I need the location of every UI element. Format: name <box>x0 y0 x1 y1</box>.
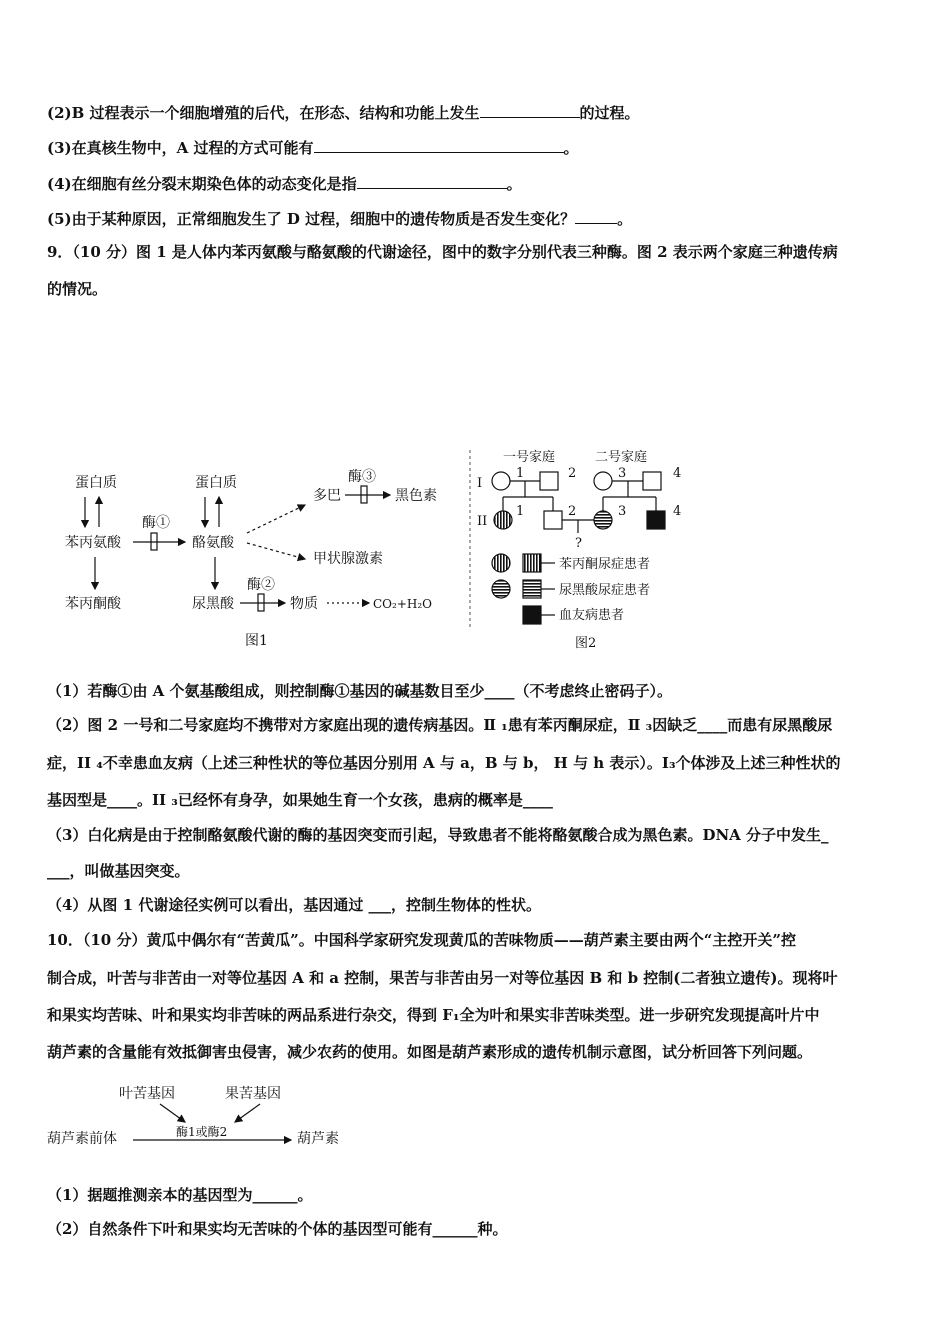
question-10-line-4: 葫芦素的含量能有效抵御害虫侵害，减少农药的使用。如图是葫芦素形成的遗传机制示意图，试分析回答下列问题。 <box>47 1043 813 1061</box>
answer-blank[interactable] <box>575 209 617 224</box>
enzyme-1-label: 酶① <box>142 515 170 531</box>
legend-pku: 苯丙酮尿症患者 <box>559 557 651 572</box>
tyrosine-label: 酪氨酸 <box>192 535 234 551</box>
answer-blank[interactable] <box>480 103 580 118</box>
question-9-sub-3a: （3）白化病是由于控制酪氨酸代谢的酶的基因突变而引起，导致患者不能将酪氨酸合成为黑色素。DNA 分子中发生_ <box>47 826 829 844</box>
leaf-bitter-gene-label: 叶苦基因 <box>119 1086 175 1102</box>
figure-cucurbitacin-mechanism <box>45 1080 375 1160</box>
individual-I2 <box>540 472 558 490</box>
question-8-part-5: (5)由于某种原因，正常细胞发生了 D 过程，细胞中的遗传物质是否发生变化？ 。 <box>47 210 633 228</box>
question-9-sub-2a: （2）图 2 一号和二号家庭均不携带对方家庭出现的遗传病基因。Ⅱ ₁患有苯丙酮尿症，Ⅱ ₃因缺乏____而患有尿黑酸尿 <box>47 716 833 734</box>
individual-number: 2 <box>568 466 577 481</box>
question-10-line-2: 制合成，叶苦与非苦由一对等位基因 A 和 a 控制，果苦与非苦由另一对等位基因 B 和 b 控制(二者独立遗传)。现将叶 <box>47 969 838 987</box>
figure-divider <box>468 450 472 630</box>
question-10-line-1: 10．（10 分）黄瓜中偶尔有“苦黄瓜”。中国科学家研究发现黄瓜的苦味物质——葫芦素主要由两个“主控开关”控 <box>47 931 796 949</box>
individual-II1 <box>494 511 512 529</box>
individual-I3 <box>594 472 612 490</box>
answer-blank[interactable] <box>357 174 507 189</box>
thyroxine-label: 甲状腺激素 <box>313 551 383 567</box>
individual-number: 4 <box>673 466 682 481</box>
question-9-sub-3b: ___，叫做基因突变。 <box>47 862 190 880</box>
figure-2-caption: 图2 <box>575 636 597 651</box>
figure-1-caption: 图1 <box>245 633 268 649</box>
phenylpyruvic-acid-label: 苯丙酮酸 <box>65 596 121 612</box>
individual-number: 3 <box>618 504 627 519</box>
melanin-label: 黑色素 <box>395 488 437 504</box>
figure-1-metabolic-pathway <box>55 465 465 655</box>
generation-2-label: II <box>477 514 488 529</box>
individual-number: 4 <box>673 504 682 519</box>
family-1-label: 一号家庭 <box>503 450 556 465</box>
individual-II3 <box>594 511 612 529</box>
question-9-header-cont: 的情况。 <box>47 280 108 298</box>
phenylalanine-label: 苯丙氨酸 <box>65 535 121 551</box>
legend-hemophilia: 血友病患者 <box>559 608 625 623</box>
enzyme-3-label: 酶③ <box>348 469 376 485</box>
individual-I4 <box>643 472 661 490</box>
individual-number: 2 <box>568 504 577 519</box>
individual-II2 <box>544 511 562 529</box>
family-2-label: 二号家庭 <box>595 450 648 465</box>
generation-1-label: I <box>477 476 483 491</box>
answer-blank[interactable] <box>314 138 564 153</box>
protein-label-1: 蛋白质 <box>75 475 117 491</box>
question-8-part-4: (4)在细胞有丝分裂末期染色体的动态变化是指 。 <box>47 175 522 193</box>
legend-alkaptonuria: 尿黑酸尿症患者 <box>559 583 651 598</box>
protein-label-2: 蛋白质 <box>195 475 237 491</box>
question-10-sub-1: （1）据题推测亲本的基因型为______。 <box>47 1186 313 1204</box>
question-9-header: 9．（10 分）图 1 是人体内苯丙氨酸与酪氨酸的代谢途径，图中的数字分别代表三种酶。图 2 表示两个家庭三种遗传病 <box>47 243 838 261</box>
enzyme-label: 酶1或酶2 <box>176 1125 228 1139</box>
question-8-part-3: (3)在真核生物中，A 过程的方式可能有 。 <box>47 139 579 157</box>
products-label: CO₂+H₂O <box>373 597 432 611</box>
question-8-part-2: (2)B 过程表示一个细胞增殖的后代，在形态、结构和功能上发生 的过程。 <box>47 104 640 122</box>
question-9-sub-4: （4）从图 1 代谢途径实例可以看出，基因通过 ___，控制生物体的性状。 <box>47 896 542 914</box>
question-10-line-3: 和果实均苦味、叶和果实均非苦味的两品系进行杂交，得到 F₁全为叶和果实非苦味类型。进一步研究发现提高叶片中 <box>47 1006 820 1024</box>
precursor-label: 葫芦素前体 <box>47 1131 117 1147</box>
individual-II4 <box>647 511 665 529</box>
question-9-sub-1: （1）若酶①由 A 个氨基酸组成，则控制酶①基因的碱基数目至少____（不考虑终止密码子）。 <box>47 682 673 700</box>
individual-I1 <box>492 472 510 490</box>
substance-label: 物质 <box>290 596 318 612</box>
figure-2-pedigree <box>473 445 703 655</box>
dopa-label: 多巴 <box>313 488 341 504</box>
question-9-sub-2c: 基因型是____。II ₃已经怀有身孕，如果她生育一个女孩，患病的概率是____ <box>47 791 553 809</box>
question-10-sub-2: （2）自然条件下叶和果实均无苦味的个体的基因型可能有______种。 <box>47 1220 508 1238</box>
cucurbitacin-label: 葫芦素 <box>297 1131 339 1147</box>
homogentisic-acid-label: 尿黑酸 <box>192 596 234 612</box>
enzyme-2-label: 酶② <box>247 577 275 593</box>
question-9-sub-2b: 症，II ₄不幸患血友病（上述三种性状的等位基因分别用 A 与 a，B 与 b， H 与 h 表示）。I₃个体涉及上述三种性状的 <box>47 754 841 772</box>
individual-number: 3 <box>618 466 627 481</box>
question-mark: ? <box>575 536 582 551</box>
fruit-bitter-gene-label: 果苦基因 <box>225 1086 281 1102</box>
individual-number: 1 <box>516 504 525 519</box>
individual-number: 1 <box>516 466 525 481</box>
